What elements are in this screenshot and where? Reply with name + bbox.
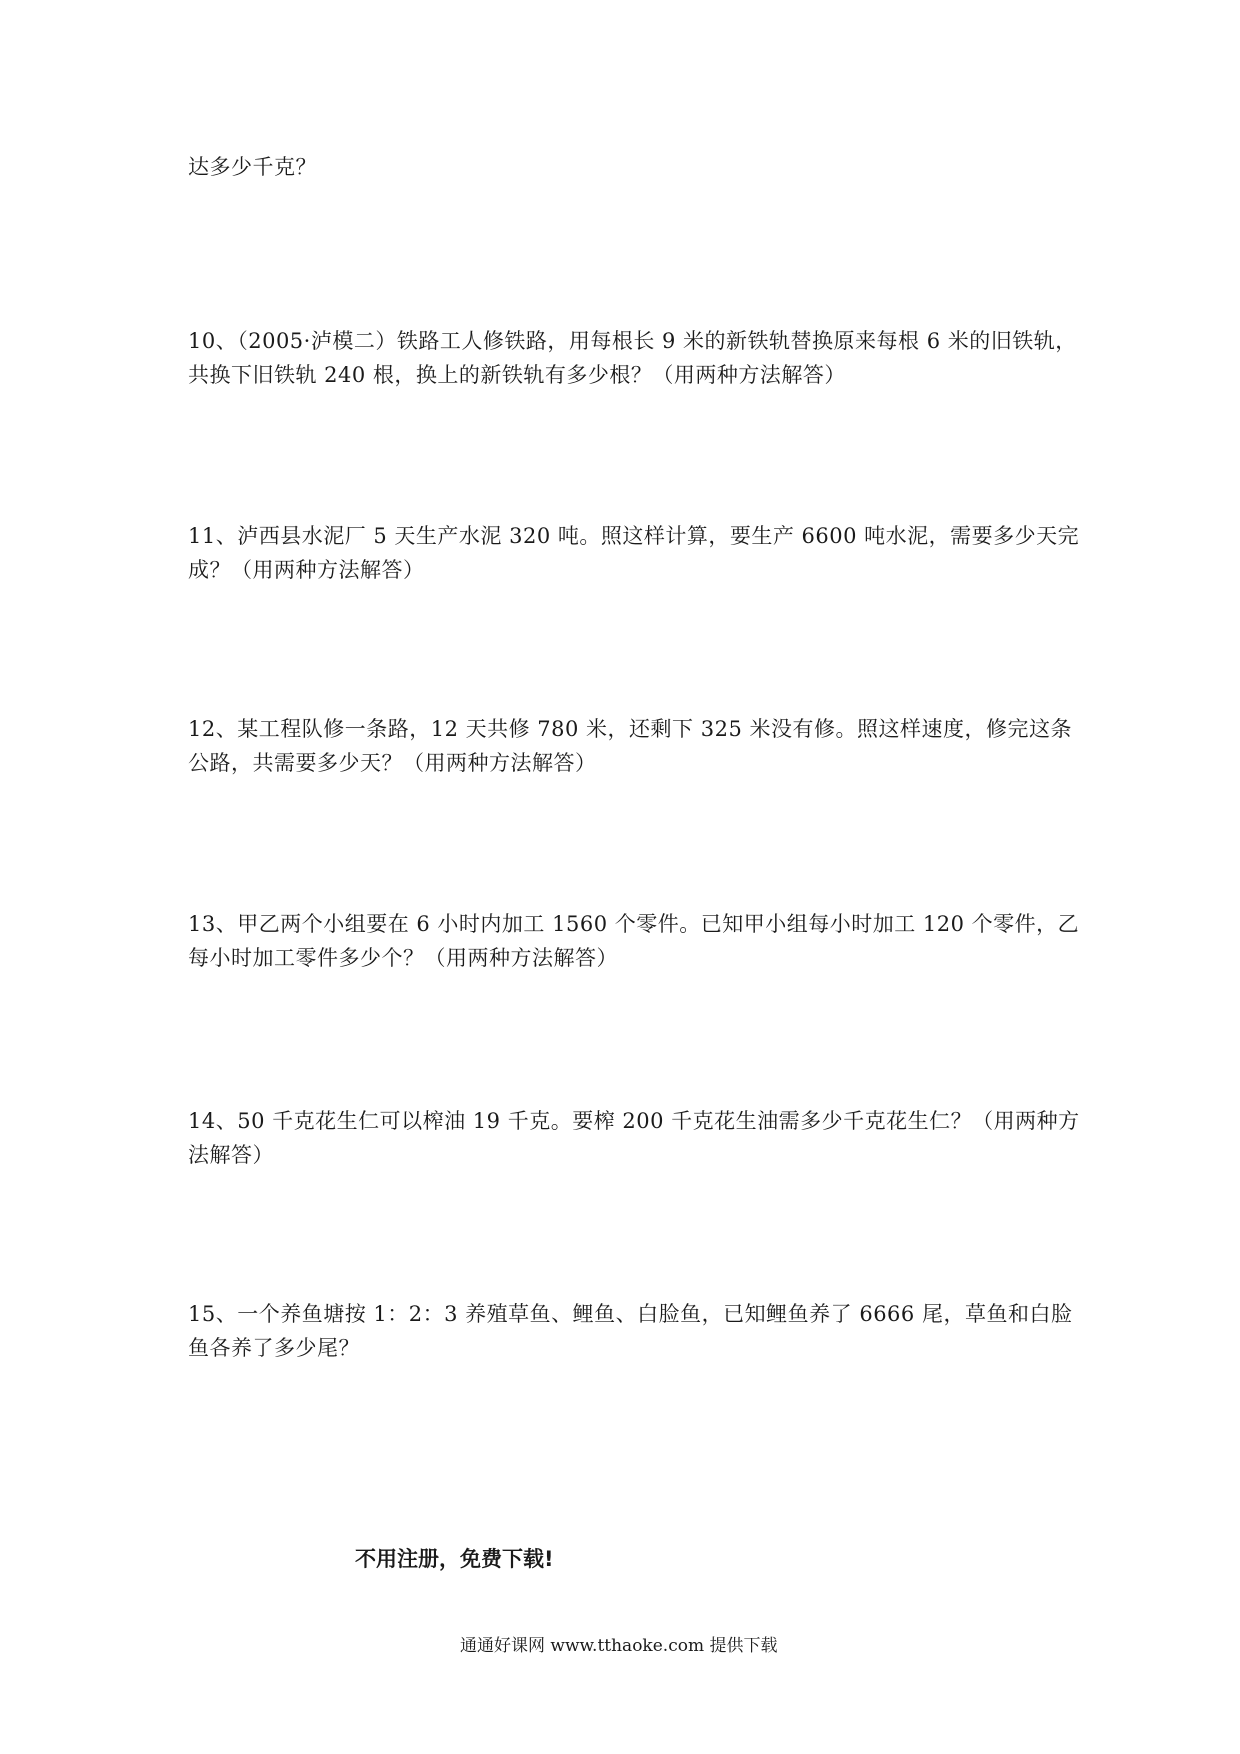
promo-text: 不用注册，免费下载! (355, 1547, 554, 1571)
question-line: 10、（2005·泸模二）铁路工人修铁路，用每根长 9 米的新铁轨替换原来每根 6 米的旧铁轨， (188, 329, 1077, 353)
question-line: 13、甲乙两个小组要在 6 小时内加工 1560 个零件。已知甲小组每小时加工 120 个零件，乙 (188, 912, 1080, 936)
continuation-text: 达多少千克？ (188, 155, 317, 179)
question-line: 共换下旧铁轨 240 根，换上的新铁轨有多少根？（用两种方法解答） (188, 363, 846, 387)
question-line: 公路，共需要多少天？（用两种方法解答） (188, 751, 597, 775)
question-line: 鱼各养了多少尾？ (188, 1336, 360, 1360)
page-footer: 通通好课网 www.tthaoke.com 提供下载 (460, 1636, 778, 1656)
question-line: 法解答） (188, 1143, 274, 1167)
question-line: 每小时加工零件多少个？（用两种方法解答） (188, 946, 618, 970)
question-line: 15、一个养鱼塘按 1：2：3 养殖草鱼、鲤鱼、白脸鱼，已知鲤鱼养了 6666 尾，草鱼和白脸 (188, 1302, 1073, 1326)
question-line: 成？（用两种方法解答） (188, 558, 425, 582)
question-line: 12、某工程队修一条路，12 天共修 780 米，还剩下 325 米没有修。照这样速度，修完这条 (188, 717, 1072, 741)
question-line: 14、50 千克花生仁可以榨油 19 千克。要榨 200 千克花生油需多少千克花生仁？（用两种方 (188, 1109, 1080, 1133)
question-line: 11、泸西县水泥厂 5 天生产水泥 320 吨。照这样计算，要生产 6600 吨水泥，需要多少天完 (188, 524, 1080, 548)
